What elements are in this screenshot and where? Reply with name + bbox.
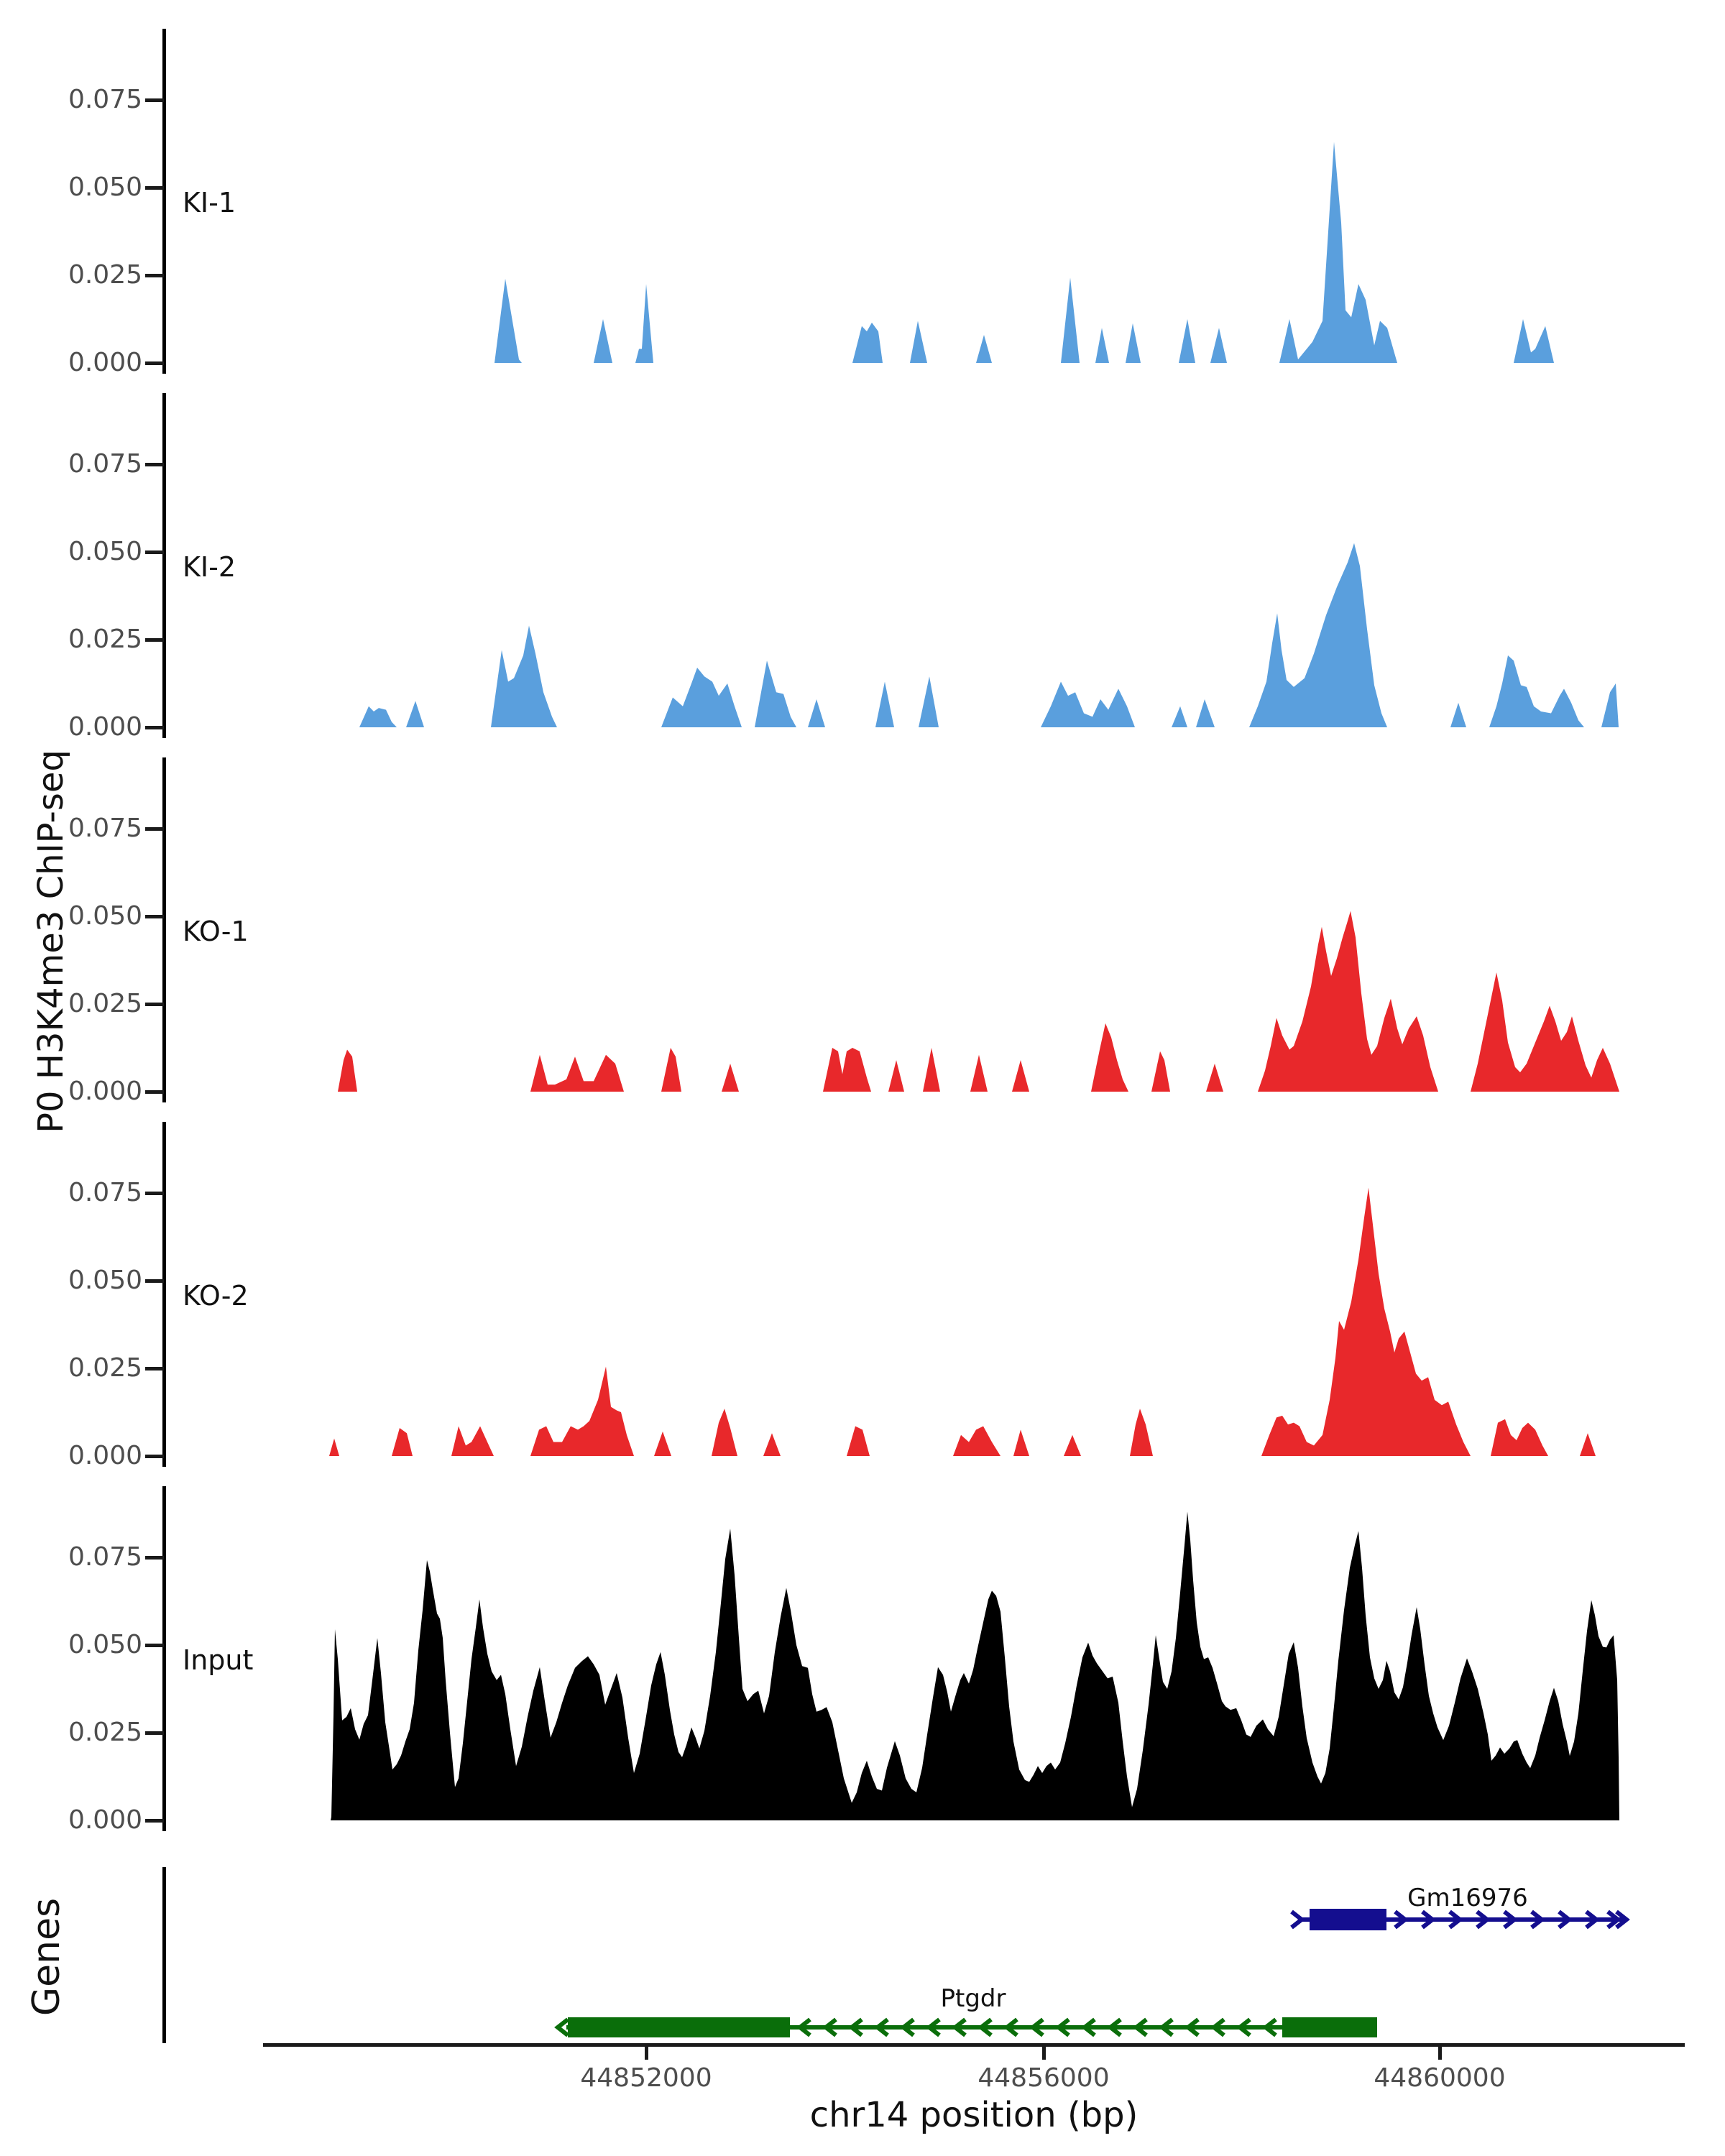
area-polygon-KI-1 bbox=[494, 142, 1554, 363]
y-tick-KO-1 bbox=[145, 1003, 164, 1006]
y-tick-label-KI-1: 0.025 bbox=[68, 260, 142, 290]
gene-label-Gm16976: Gm16976 bbox=[1407, 1884, 1528, 1912]
y-tick-KI-2 bbox=[145, 463, 164, 466]
y-tick-KI-2 bbox=[145, 638, 164, 642]
y-tick-label-KO-1: 0.000 bbox=[68, 1077, 142, 1106]
area-polygon-KI-2 bbox=[359, 543, 1619, 727]
y-tick-label-Input: 0.075 bbox=[68, 1542, 142, 1572]
y-axis-spine-Input bbox=[162, 1486, 166, 1831]
x-tick-label: 44860000 bbox=[1374, 2063, 1506, 2093]
y-tick-label-Input: 0.050 bbox=[68, 1630, 142, 1659]
y-tick-label-KI-2: 0.000 bbox=[68, 712, 142, 742]
y-tick-label-KO-2: 0.050 bbox=[68, 1266, 142, 1295]
y-axis-spine-KI-1 bbox=[162, 29, 166, 374]
strand-arrow-icon-Ptgdr bbox=[558, 2019, 568, 2035]
x-tick-label: 44852000 bbox=[580, 2063, 712, 2093]
gene-Ptgdr bbox=[558, 1984, 1377, 2037]
y-tick-Input bbox=[145, 1556, 164, 1560]
y-tick-label-KO-2: 0.000 bbox=[68, 1441, 142, 1470]
y-tick-label-KI-1: 0.075 bbox=[68, 85, 142, 114]
x-axis-title: chr14 position (bp) bbox=[809, 2095, 1138, 2135]
y-axis-title: P0 H3K4me3 ChIP-seq bbox=[31, 750, 71, 1133]
y-tick-KI-1 bbox=[145, 186, 164, 190]
x-axis-line bbox=[263, 2043, 1685, 2047]
y-tick-KO-1 bbox=[145, 1090, 164, 1094]
y-tick-KO-2 bbox=[145, 1455, 164, 1458]
gene-track bbox=[0, 1861, 1725, 2050]
x-tick-label: 44856000 bbox=[978, 2063, 1110, 2093]
y-tick-KO-2 bbox=[145, 1192, 164, 1195]
y-tick-Input bbox=[145, 1819, 164, 1823]
y-tick-KO-2 bbox=[145, 1279, 164, 1283]
y-tick-label-KI-1: 0.050 bbox=[68, 172, 142, 202]
y-tick-label-KI-2: 0.050 bbox=[68, 537, 142, 566]
y-tick-label-Input: 0.025 bbox=[68, 1718, 142, 1747]
y-tick-label-KI-2: 0.075 bbox=[68, 449, 142, 479]
gene-label-Ptgdr: Ptgdr bbox=[940, 1984, 1006, 2013]
y-axis-spine-KI-2 bbox=[162, 393, 166, 738]
y-axis-spine-KO-1 bbox=[162, 757, 166, 1102]
area-polygon-KO-1 bbox=[338, 911, 1619, 1092]
track-label-Input: Input bbox=[183, 1644, 254, 1676]
area-polygon-KO-2 bbox=[329, 1188, 1596, 1456]
x-tick bbox=[645, 2047, 648, 2060]
y-tick-KI-1 bbox=[145, 361, 164, 365]
y-tick-label-KO-1: 0.025 bbox=[68, 989, 142, 1018]
y-axis-spine-KO-2 bbox=[162, 1122, 166, 1467]
area-KO-1 bbox=[264, 747, 1683, 1093]
exon-box-Ptgdr bbox=[568, 2017, 790, 2037]
y-tick-label-KO-2: 0.075 bbox=[68, 1178, 142, 1207]
y-tick-KI-1 bbox=[145, 274, 164, 277]
track-label-KI-2: KI-2 bbox=[183, 551, 236, 583]
genes-axis-title: Genes bbox=[25, 1897, 68, 2017]
y-tick-KI-2 bbox=[145, 726, 164, 729]
y-tick-KO-1 bbox=[145, 827, 164, 831]
track-label-KO-2: KO-2 bbox=[183, 1280, 249, 1312]
strand-arrow-icon-Gm16976 bbox=[1292, 1912, 1302, 1927]
track-label-KO-1: KO-1 bbox=[183, 916, 249, 947]
y-tick-label-KO-1: 0.050 bbox=[68, 901, 142, 931]
y-tick-Input bbox=[145, 1644, 164, 1647]
y-tick-label-KO-1: 0.075 bbox=[68, 814, 142, 843]
y-tick-KO-1 bbox=[145, 915, 164, 918]
y-tick-Input bbox=[145, 1731, 164, 1735]
track-label-KI-1: KI-1 bbox=[183, 187, 236, 218]
exon-box-Gm16976 bbox=[1310, 1909, 1386, 1930]
gene-Gm16976 bbox=[1292, 1884, 1627, 1930]
area-Input bbox=[264, 1475, 1683, 1822]
area-KI-1 bbox=[264, 18, 1683, 364]
x-tick bbox=[1042, 2047, 1046, 2060]
area-KI-2 bbox=[264, 382, 1683, 729]
y-tick-label-KI-1: 0.000 bbox=[68, 348, 142, 377]
exon-box-Ptgdr bbox=[1282, 2017, 1377, 2037]
y-tick-KO-2 bbox=[145, 1367, 164, 1370]
area-KO-2 bbox=[264, 1111, 1683, 1457]
y-tick-label-KI-2: 0.025 bbox=[68, 625, 142, 654]
x-tick bbox=[1438, 2047, 1442, 2060]
area-polygon-Input bbox=[331, 1512, 1619, 1820]
y-tick-label-KO-2: 0.025 bbox=[68, 1353, 142, 1383]
y-tick-KI-2 bbox=[145, 550, 164, 554]
y-tick-KI-1 bbox=[145, 98, 164, 102]
y-tick-label-Input: 0.000 bbox=[68, 1805, 142, 1835]
